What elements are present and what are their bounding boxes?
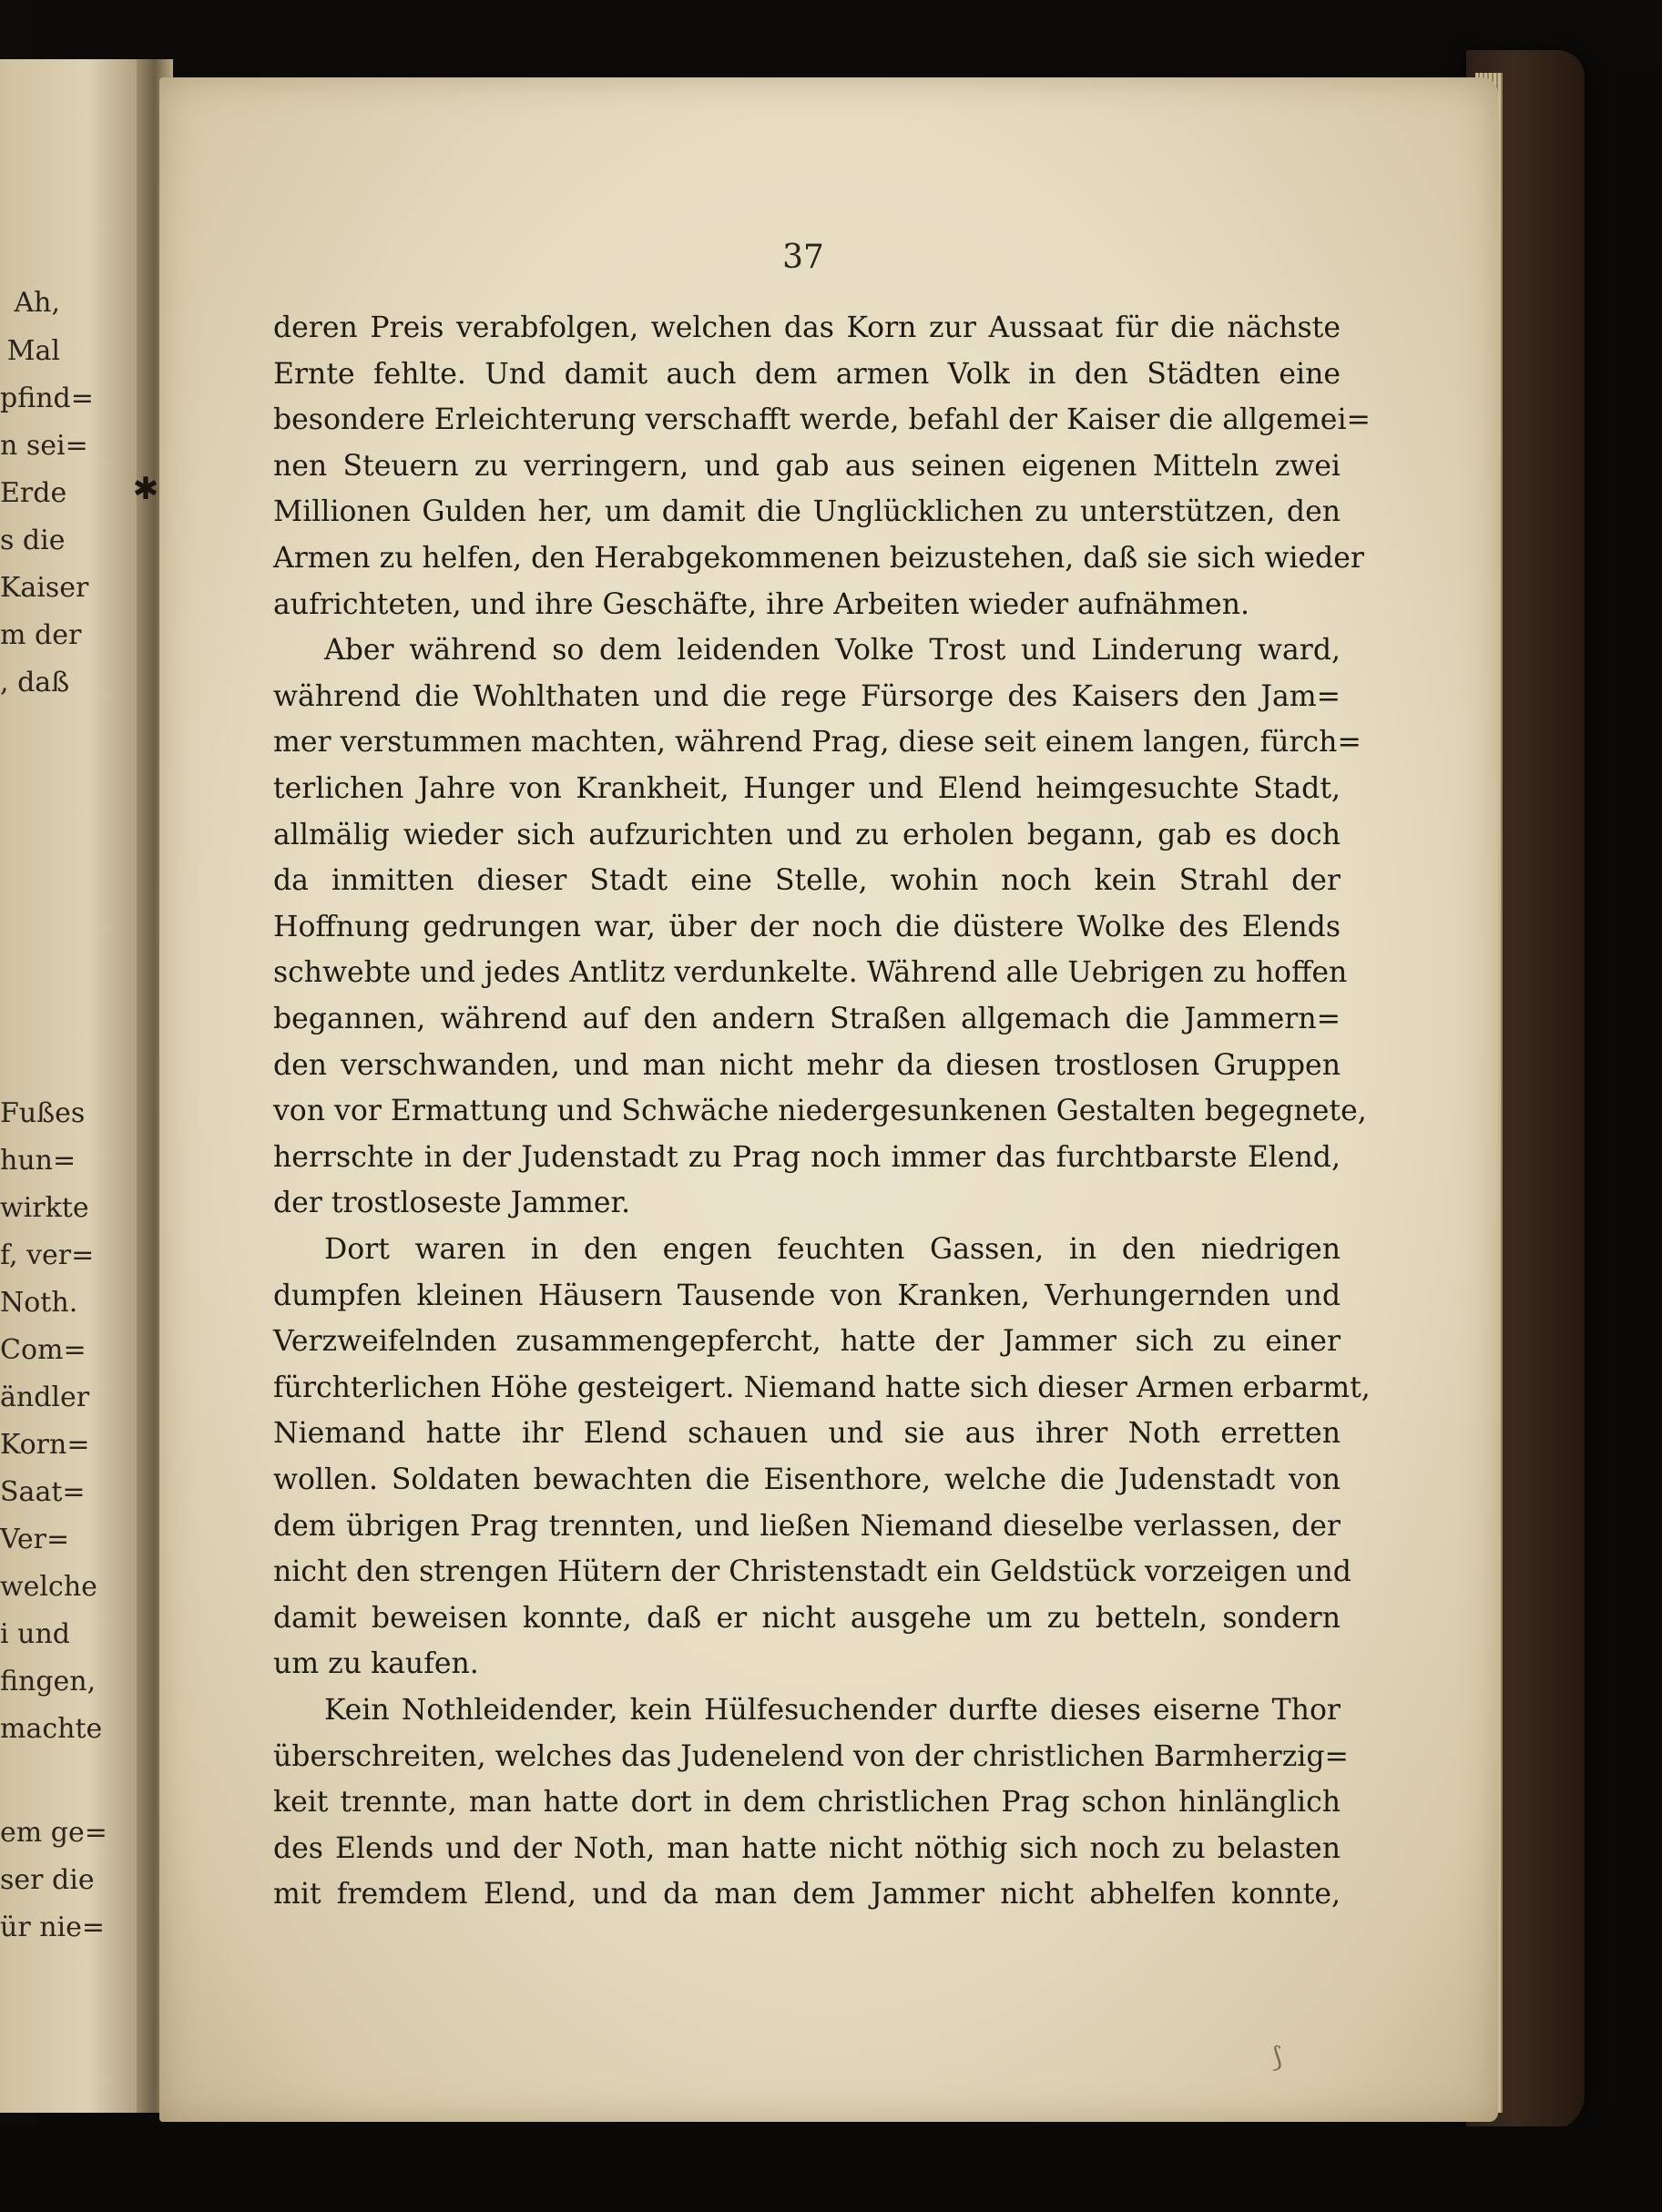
- left-page-fragment: Ah,: [14, 287, 60, 319]
- text-line: allmälig wieder sich aufzurichten und zu erholen begann, gab es doch: [273, 818, 1341, 851]
- left-page-fragment: Erde: [0, 477, 67, 509]
- text-line: der trostloseste Jammer.: [273, 1187, 631, 1220]
- left-page-fragment: Com=: [0, 1334, 87, 1366]
- text-line: besondere Erleichterung verschafft werde, befahl der Kaiser die allgemei=: [273, 403, 1371, 437]
- text-line: dem übrigen Prag trennten, und ließen Niemand dieselbe verlassen, der: [273, 1509, 1341, 1543]
- left-page-fragment: pfind=: [0, 382, 94, 414]
- left-page-fragment: wirkte: [0, 1192, 89, 1224]
- text-line: fürchterlichen Höhe gesteigert. Niemand hatte sich dieser Armen erbarmt,: [273, 1371, 1371, 1404]
- text-line: herrschte in der Judenstadt zu Prag noch immer das furchtbarste Elend,: [273, 1140, 1341, 1174]
- left-page-fragment: fingen,: [0, 1666, 97, 1697]
- text-line: dumpfen kleinen Häusern Tausende von Kranken, Verhungernden und: [273, 1279, 1341, 1312]
- left-page-fragment: i und: [0, 1618, 70, 1650]
- text-line: da inmitten dieser Stadt eine Stelle, wohin noch kein Strahl der: [273, 864, 1341, 898]
- left-page-fragment: ür nie=: [0, 1911, 106, 1943]
- left-page-fragment: Fußes: [0, 1097, 86, 1129]
- text-line: überschreiten, welches das Judenelend von der christlichen Barmherzig=: [273, 1739, 1349, 1773]
- left-page-fragment: Kaiser: [0, 572, 89, 604]
- text-line: Hoffnung gedrungen war, über der noch die düstere Wolke des Elends: [273, 910, 1341, 943]
- left-page-fragment: Noth.: [0, 1287, 78, 1319]
- text-line: Armen zu helfen, den Herabgekommenen beizustehen, daß sie sich wieder: [273, 542, 1364, 575]
- text-line: während die Wohlthaten und die rege Fürsorge des Kaisers den Jam=: [273, 679, 1341, 713]
- left-page-fragment: m der: [0, 619, 82, 651]
- left-page-fragment: ser die: [0, 1864, 95, 1896]
- left-page-fragment: s die: [0, 525, 66, 556]
- background-bottom: [0, 2126, 1662, 2212]
- text-line: terlichen Jahre von Krankheit, Hunger und Elend heimgesuchte Stadt,: [273, 772, 1341, 805]
- text-line: damit beweisen konnte, daß er nicht ausgehe um zu betteln, sondern: [273, 1601, 1341, 1635]
- left-page-fragment: Ver=: [0, 1524, 70, 1555]
- left-page-fragment: n sei=: [0, 430, 88, 462]
- text-line: nen Steuern zu verringern, und gab aus seinen eigenen Mitteln zwei: [273, 449, 1341, 483]
- text-line: Aber während so dem leidenden Volke Trost und Linderung ward,: [324, 634, 1341, 668]
- text-line: schwebte und jedes Antlitz verdunkelte. Während alle Uebrigen zu hoffen: [273, 956, 1348, 990]
- text-line: mer verstummen machten, während Prag, diese seit einem langen, fürch=: [273, 726, 1361, 759]
- body-text: [273, 305, 1371, 1944]
- text-line: begannen, während auf den andern Straßen allgemach die Jammern=: [273, 1003, 1341, 1035]
- text-line: Kein Nothleidender, kein Hülfesuchender durfte dieses eiserne Thor: [324, 1694, 1341, 1727]
- text-line: mit fremdem Elend, und da man dem Jammer nicht abhelfen konnte,: [273, 1878, 1341, 1911]
- text-line: wollen. Soldaten bewachten die Eisenthore, welche die Judenstadt von: [273, 1463, 1341, 1496]
- text-line: Ernte fehlte. Und damit auch dem armen Volk in den Städten eine: [273, 357, 1341, 391]
- left-page-fragment: , daß: [0, 667, 70, 698]
- text-line: Verzweifelnden zusammengepfercht, hatte der Jammer sich zu einer: [273, 1325, 1341, 1359]
- left-page-fragment: em ge=: [0, 1817, 107, 1849]
- text-line: deren Preis verabfolgen, welchen das Korn zur Aussaat für die nächste: [273, 311, 1341, 344]
- text-line: von vor Ermattung und Schwäche niedergesunkenen Gestalten begegnete,: [273, 1095, 1367, 1128]
- page-number: 37: [782, 239, 824, 276]
- left-page-fragment: Mal: [6, 335, 60, 367]
- text-line: Niemand hatte ihr Elend schauen und sie aus ihrer Noth erretten: [273, 1417, 1341, 1451]
- text-line: aufrichteten, und ihre Geschäfte, ihre Arbeiten wieder aufnähmen.: [273, 587, 1249, 621]
- left-page-fragment: welche: [0, 1571, 97, 1603]
- text-line: Millionen Gulden her, um damit die Unglücklichen zu unterstützen, den: [273, 495, 1341, 529]
- left-page-fragment: Saat=: [0, 1476, 86, 1508]
- text-line: nicht den strengen Hütern der Christenstadt ein Geldstück vorzeigen und: [273, 1555, 1351, 1589]
- left-page-fragment: ändler: [0, 1381, 90, 1413]
- left-page-fragment: Korn=: [0, 1429, 90, 1461]
- text-line: Dort waren in den engen feuchten Gassen, in den niedrigen: [324, 1233, 1341, 1266]
- left-page-fragment: hun=: [0, 1145, 76, 1177]
- left-page-fragment: machte: [0, 1713, 103, 1745]
- text-line: um zu kaufen.: [273, 1647, 479, 1681]
- text-line: keit trennte, man hatte dort in dem christlichen Prag schon hinlänglich: [273, 1786, 1341, 1820]
- ink-blot-icon: ✱: [132, 471, 159, 507]
- background-top: [0, 0, 1662, 64]
- left-page-fragment: f, ver=: [0, 1239, 95, 1271]
- text-line: den verschwanden, und man nicht mehr da diesen trostlosen Gruppen: [273, 1048, 1341, 1082]
- paper-tear-icon: ⟆: [1271, 2042, 1282, 2074]
- text-line: des Elends und der Noth, man hatte nicht nöthig sich noch zu belasten: [273, 1831, 1341, 1865]
